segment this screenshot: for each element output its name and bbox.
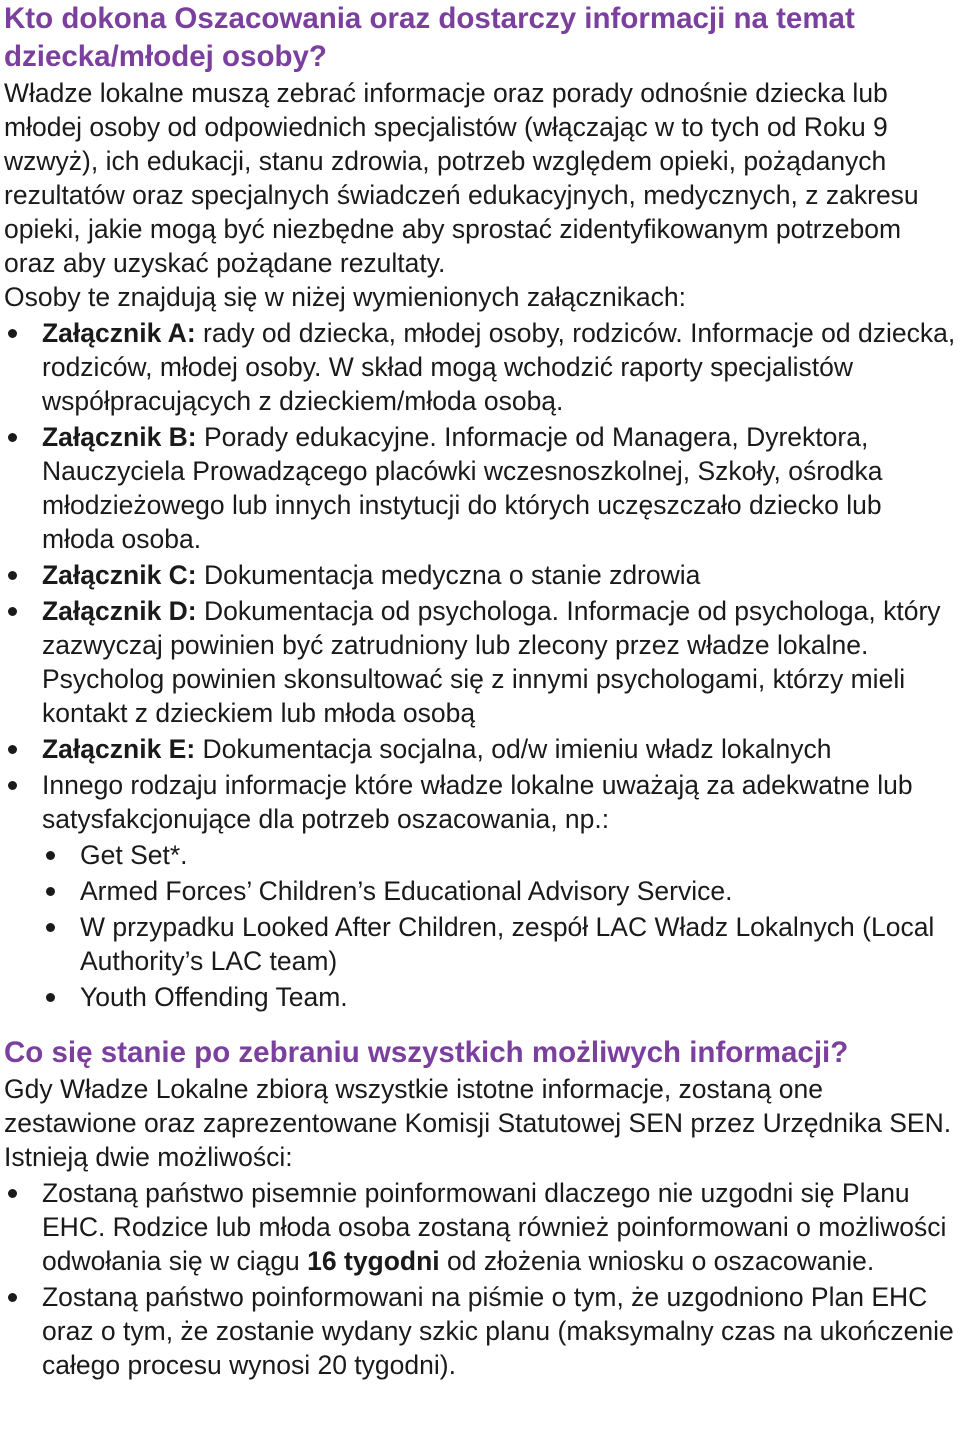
intro-paragraph: Władze lokalne muszą zebrać informacje oraz porady odnośnie dziecka lub młodej osoby od odpowiednich specjalistów (włączając w to tych od Roku 9 wzwyż), ich edukacji, stanu zdrowia, potrzeb względem opieki, pożądanych rezultatów oraz specjalnych świadczeń edukacyjnych, medycznych, z zakresu opieki, jakie mogą być niezbędne aby sprostać zidentyfikowanym potrzebom oraz aby uzyskać pożądane rezultaty. xyxy=(4,78,919,278)
annex-text: Dokumentacja medyczna o stanie zdrowia xyxy=(196,560,701,590)
outcome-list xyxy=(4,1176,956,1382)
outcome-text: Zostaną państwo poinformowani na piśmie o tym, że uzgodniono Plan EHC oraz o tym, że zostanie wydany szkic planu (maksymalny czas na ukończenie całego procesu wynosi 20 tygodni). xyxy=(42,1282,954,1380)
outcome-text: Zostaną państwo pisemnie poinformowani dlaczego nie uzgodni się Planu EHC. Rodzice lub młoda osoba zostaną również poinformowani o możliwości odwołania się w ciągu xyxy=(42,1178,947,1276)
outcome-item-plan-agreed xyxy=(4,1280,956,1382)
annex-text: rady od dziecka, młodej osoby, rodziców. Informacje od dziecka, rodziców, młodej osoby. W skład mogą wchodzić raporty specjalistów współpracujących z dzieckiem/młoda osobą. xyxy=(42,318,956,416)
sublist-item: W przypadku Looked After Children, zespół LAC Władz Lokalnych (Local Authority’s LAC team) xyxy=(4,910,956,978)
sublist-item: Youth Offending Team. xyxy=(4,980,956,1014)
outcome-item-no-plan xyxy=(4,1176,956,1278)
annex-label: Załącznik E: xyxy=(42,734,196,764)
annex-label: Załącznik B: xyxy=(42,422,197,452)
deadline-emphasis: 16 tygodni xyxy=(307,1246,440,1276)
section-heading-who-assesses: Kto dokona Oszacowania oraz dostarczy informacji na temat dziecka/młodej osoby? xyxy=(4,2,855,73)
annex-text: Dokumentacja od psychologa. Informacje od psychologa, który zazwyczaj powinien być zatrudniony lub zlecony przez władze lokalne. Psycholog powinien skonsultować się z innymi psychologami, którzy mieli kontakt z dzieckiem lub młoda osobą xyxy=(42,596,941,728)
annex-item-c xyxy=(4,558,956,592)
sublist-item: Get Set*. xyxy=(4,838,956,872)
other-info-text: Innego rodzaju informacje które władze lokalne uważają za adekwatne lub satysfakcjonujące dla potrzeb oszacowania, np.: xyxy=(42,770,913,834)
outcome-text: od złożenia wniosku o oszacowanie. xyxy=(439,1246,875,1276)
outcome-intro-paragraph: Gdy Władze Lokalne zbiorą wszystkie istotne informacje, zostaną one zestawione oraz zaprezentowane Komisji Statutowej SEN przez Urzędnika SEN. Istnieją dwie możliwości: xyxy=(4,1074,952,1172)
other-info-item xyxy=(4,768,956,836)
sublist-item: Armed Forces’ Children’s Educational Advisory Service. xyxy=(4,874,956,908)
annex-list xyxy=(4,316,956,836)
section-spacer xyxy=(4,1016,956,1034)
annex-item-d xyxy=(4,594,956,730)
annex-lead-text: Osoby te znajdują się w niżej wymienionych załącznikach: xyxy=(4,282,686,312)
annex-label: Załącznik A: xyxy=(42,318,196,348)
other-info-sublist xyxy=(4,838,956,1014)
annex-label: Załącznik D: xyxy=(42,596,197,626)
annex-item-b xyxy=(4,420,956,556)
annex-item-a xyxy=(4,316,956,418)
section-heading-after-collection: Co się stanie po zebraniu wszystkich możliwych informacji? xyxy=(4,1036,849,1069)
annex-label: Załącznik C: xyxy=(42,560,197,590)
annex-text: Dokumentacja socjalna, od/w imieniu władz lokalnych xyxy=(195,734,832,764)
annex-text: Porady edukacyjne. Informacje od Managera, Dyrektora, Nauczyciela Prowadzącego placówki wczesnoszkolnej, Szkoły, ośrodka młodzieżowego lub innych instytucji do których uczęszczało dziecko lub młoda osoba. xyxy=(42,422,883,554)
annex-item-e xyxy=(4,732,956,766)
